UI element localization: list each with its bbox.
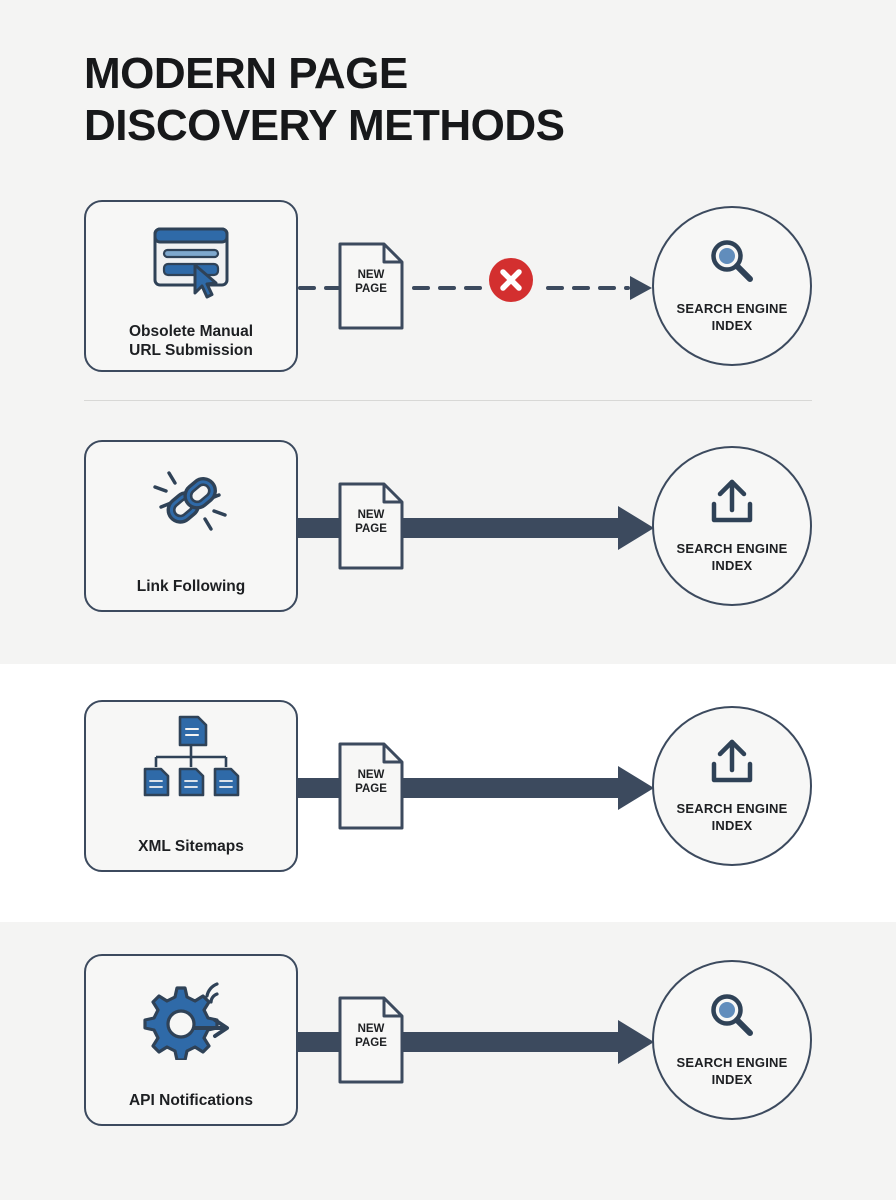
chain-link-icon: [86, 458, 296, 544]
magnifier-icon: [654, 988, 810, 1044]
browser-window-cursor-icon: [86, 218, 296, 304]
new-page-document-3: [336, 740, 406, 832]
search-engine-index-label: SEARCH ENGINE INDEX: [676, 301, 788, 333]
search-engine-index-circle-1[interactable]: [652, 206, 812, 366]
method-row-manual-url-submission: [0, 178, 896, 398]
page-title-line2: DISCOVERY METHODS: [84, 101, 565, 150]
gear-signal-arrow-icon: [86, 972, 296, 1058]
method-card-xml-sitemaps[interactable]: [84, 700, 298, 872]
section-divider: [84, 400, 812, 401]
sitemap-hierarchy-icon: [86, 718, 296, 804]
new-page-document-1: [336, 240, 406, 332]
upload-tray-icon: [654, 474, 810, 530]
new-page-label: NEW PAGE: [355, 769, 387, 795]
search-engine-index-label: SEARCH ENGINE INDEX: [676, 1055, 788, 1087]
method-card-manual-url-submission[interactable]: [84, 200, 298, 372]
method-card-label: API Notifications: [128, 1092, 253, 1109]
x-circle-icon: [487, 256, 535, 304]
page-title-line1: MODERN PAGE: [84, 49, 408, 98]
new-page-document-4: [336, 994, 406, 1086]
search-engine-index-label: SEARCH ENGINE INDEX: [676, 801, 788, 833]
method-row-xml-sitemaps: [0, 678, 896, 898]
method-card-api-notifications[interactable]: [84, 954, 298, 1126]
method-row-link-following: [0, 418, 896, 638]
method-card-label: Obsolete Manual URL Submission: [128, 323, 254, 359]
new-page-label: NEW PAGE: [355, 269, 387, 295]
search-engine-index-circle-3[interactable]: [652, 706, 812, 866]
new-page-label: NEW PAGE: [355, 1023, 387, 1049]
upload-tray-icon: [654, 734, 810, 790]
new-page-document-2: [336, 480, 406, 572]
method-card-label: Link Following: [136, 578, 246, 595]
page-title: [84, 48, 564, 152]
search-engine-index-circle-4[interactable]: [652, 960, 812, 1120]
search-engine-index-circle-2[interactable]: [652, 446, 812, 606]
search-engine-index-label: SEARCH ENGINE INDEX: [676, 541, 788, 573]
magnifier-icon: [654, 234, 810, 290]
method-card-label: XML Sitemaps: [138, 838, 244, 855]
method-card-link-following[interactable]: [84, 440, 298, 612]
method-row-api-notifications: [0, 932, 896, 1152]
new-page-label: NEW PAGE: [355, 509, 387, 535]
